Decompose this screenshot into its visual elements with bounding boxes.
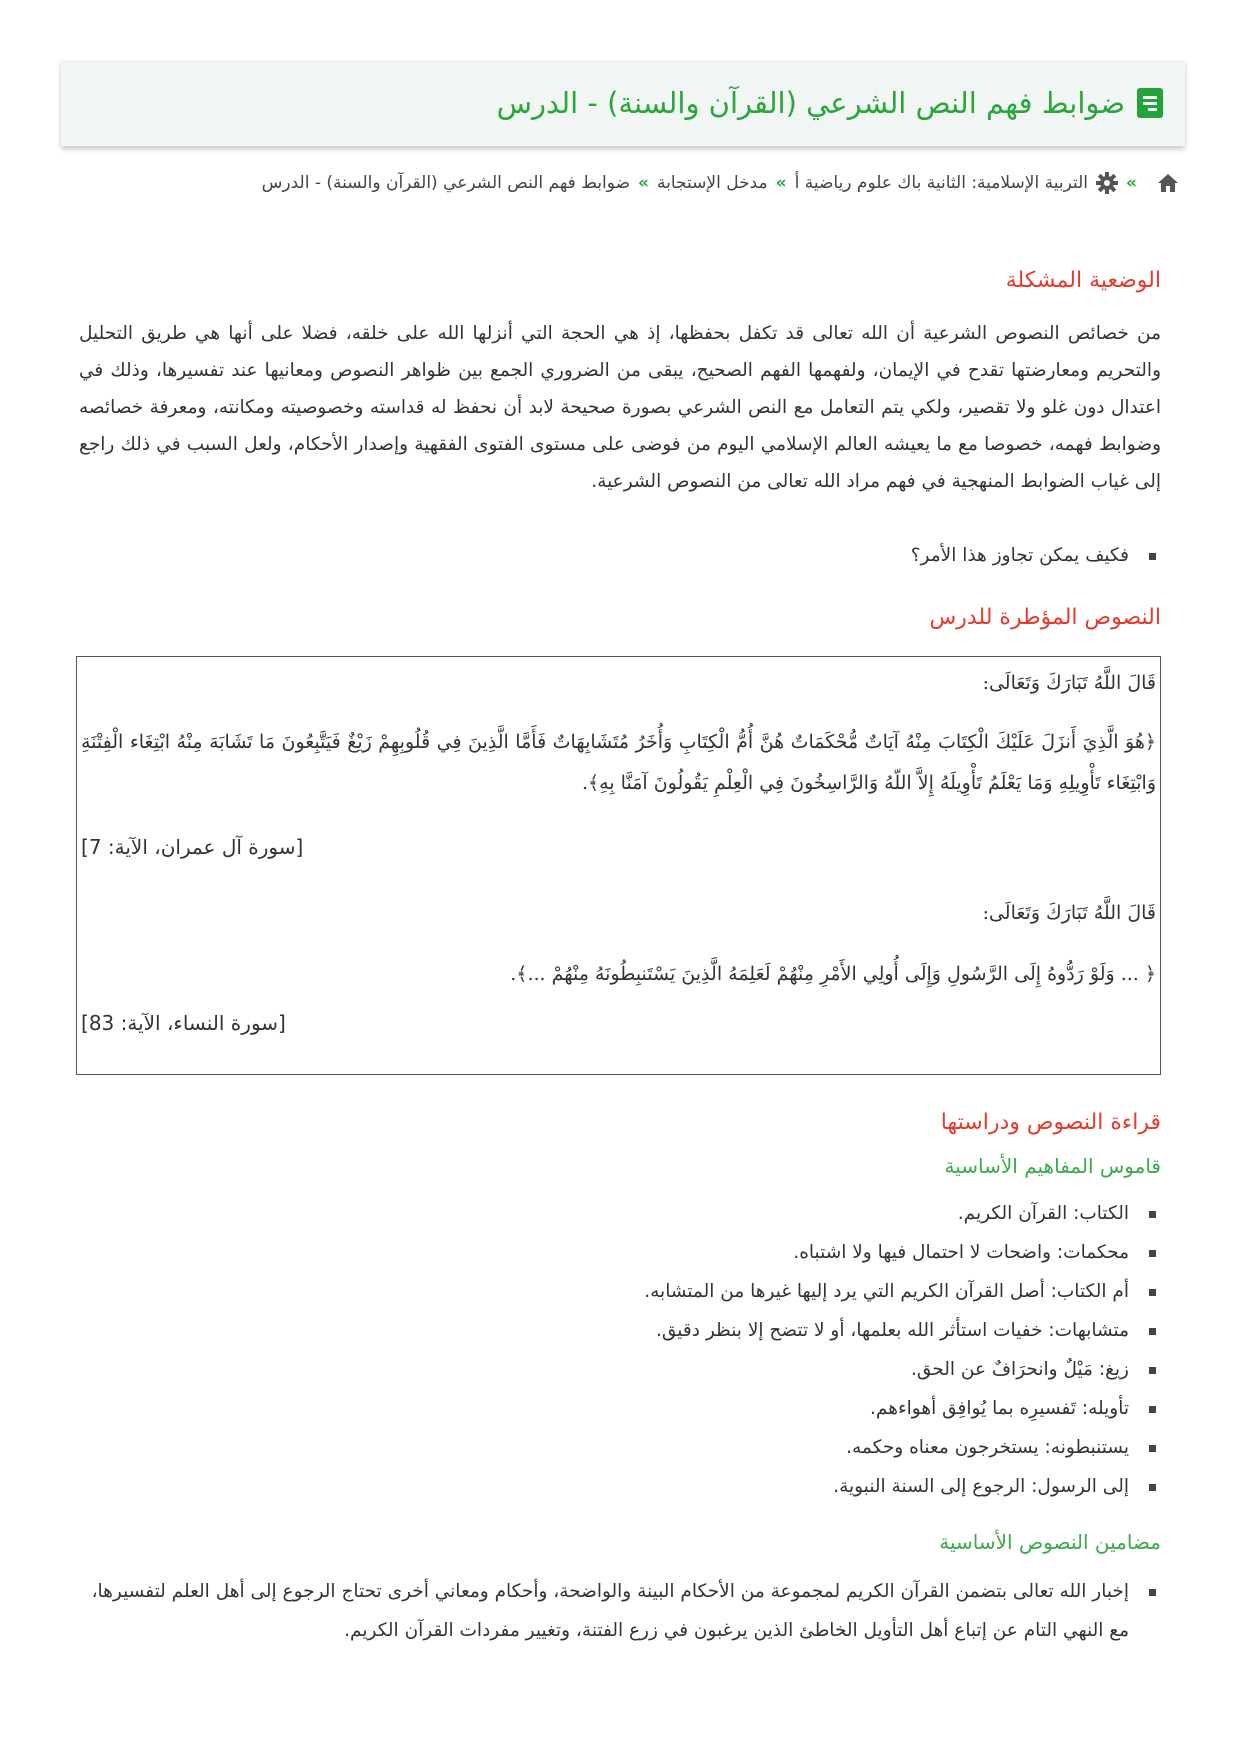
dictionary-heading: قاموس المفاهيم الأساسية	[944, 1154, 1161, 1178]
breadcrumb-separator: »	[1126, 173, 1137, 193]
contents-heading: مضامين النصوص الأساسية	[939, 1530, 1161, 1554]
situation-heading: الوضعية المشكلة	[1005, 268, 1161, 293]
list-item: يستنبطونه: يستخرجون معناه وحكمه.	[644, 1428, 1161, 1467]
quran-verse: ﴿ ... وَلَوْ رَدُّوهُ إِلَى الرَّسُولِ وَإِلَى أُولِي الأَمْرِ مِنْهُمْ لَعَلِمَهُ الَّذِينَ يَسْتَنبِطُونَهُ مِنْهُمْ ...﴾.	[510, 963, 1156, 985]
verse-source: [سورة آل عمران، الآية: 7]	[81, 835, 304, 859]
verse-intro: قَالَ اللَّهُ تَبَارَكَ وَتَعَالَى:	[982, 902, 1156, 924]
contents-list	[69, 1572, 1161, 1650]
list-item: متشابهات: خفيات استأثر الله بعلمها، أو لا تتضح إلا بنظر دقيق.	[644, 1311, 1161, 1350]
list-item: أم الكتاب: أصل القرآن الكريم التي يرد إليها غيرها من المتشابه.	[644, 1272, 1161, 1311]
breadcrumb-current: ضوابط فهم النص الشرعي (القرآن والسنة) - الدرس	[261, 173, 631, 193]
dictionary-list	[644, 1194, 1161, 1506]
list-item: زيغ: مَيْلٌ وانحرَافٌ عن الحق.	[644, 1350, 1161, 1389]
situation-question-list	[911, 536, 1161, 575]
page-title-bar	[61, 60, 1185, 146]
quran-verse: ﴿هُوَ الَّذِيَ أَنزَلَ عَلَيْكَ الْكِتَابَ مِنْهُ آيَاتٌ مُّحْكَمَاتٌ هُنَّ أُمُّ الْكِتَابِ وَأُخَرُ مُتَشَابِهَاتٌ فَأَمَّا الَّذِينَ فِي قُلُوبِهِمْ زَيْغٌ فَيَتَّبِعُونَ مَا تَشَابَهَ مِنْهُ ابْتِغَاء الْفِتْنَةِ وَابْتِغَاء تَأْوِيلِهِ وَمَا يَعْلَمُ تَأْوِيلَهُ إِلاَّ اللّهُ وَالرَّاسِخُونَ فِي الْعِلْمِ يَقُولُونَ آمَنَّا بِهِ﴾.	[81, 731, 1156, 794]
breadcrumb-link-course[interactable]: التربية الإسلامية: الثانية باك علوم رياضية أ	[794, 173, 1089, 193]
reading-heading: قراءة النصوص ودراستها	[940, 1110, 1161, 1135]
list-item: إلى الرسول: الرجوع إلى السنة النبوية.	[644, 1467, 1161, 1506]
list-item: محكمات: واضحات لا احتمال فيها ولا اشتباه.	[644, 1233, 1161, 1272]
home-icon[interactable]	[1157, 173, 1179, 193]
verse-intro: قَالَ اللَّهُ تَبَارَكَ وَتَعَالَى:	[982, 672, 1156, 694]
situation-paragraph: من خصائص النصوص الشرعية أن الله تعالى قد تكفل بحفظها، إذ هي الحجة التي أنزلها الله على خلقه، فضلا على أنها هي طريق التحليل والتحريم ومعارضتها تقدح في الإيمان، ولفهمها الفهم الصحيح، يبقى من الضروري الجمع بين ظواهر النصوص ومعانيها عند تفسيرها، وذلك في اعتدال دون غلو ولا تقصير، ولكي يتم التعامل مع النص الشرعي بصورة صحيحة لابد أن نحفظ له قداسته وخصوصيته ومكانته، ومعرفة خصائصه وضوابط فهمه، خصوصا مع ما يعيشه العالم الإسلامي اليوم من فوضى على مستوى الفتوى الفقهية وإصدار الأحكام، ولعل السبب في ذلك راجع إلى غياب الضوابط المنهجية في فهم مراد الله تعالى من النصوص الشرعية.	[79, 323, 1161, 492]
list-item: تأويله: تَفسيرِه بما يُوافِق أهواءهم.	[644, 1389, 1161, 1428]
page-title: ضوابط فهم النص الشرعي (القرآن والسنة) - الدرس	[496, 86, 1125, 120]
breadcrumb-separator: »	[775, 173, 787, 193]
breadcrumb-link-unit[interactable]: مدخل الإستجابة	[657, 173, 768, 193]
gear-icon	[1096, 172, 1118, 194]
breadcrumb	[262, 166, 1179, 200]
list-item: إخبار الله تعالى بتضمن القرآن الكريم لمجموعة من الأحكام البينة والواضحة، وأحكام ومعاني أخرى تحتاج الرجوع إلى أهل العلم لتفسيرها، مع النهي التام عن إتباع أهل التأويل الخاطئ الذين يرغبون في زرع الفتنة، وتغيير مفردات القرآن الكريم.	[69, 1572, 1161, 1650]
quran-texts-box	[76, 656, 1161, 1075]
breadcrumb-separator: »	[638, 173, 649, 193]
texts-heading: النصوص المؤطرة للدرس	[929, 605, 1161, 630]
document-icon	[1137, 88, 1163, 118]
verse-source: [سورة النساء، الآية: 83]	[81, 1011, 286, 1035]
list-item: الكتاب: القرآن الكريم.	[644, 1194, 1161, 1233]
list-item: فكيف يمكن تجاوز هذا الأمر؟	[911, 536, 1161, 575]
